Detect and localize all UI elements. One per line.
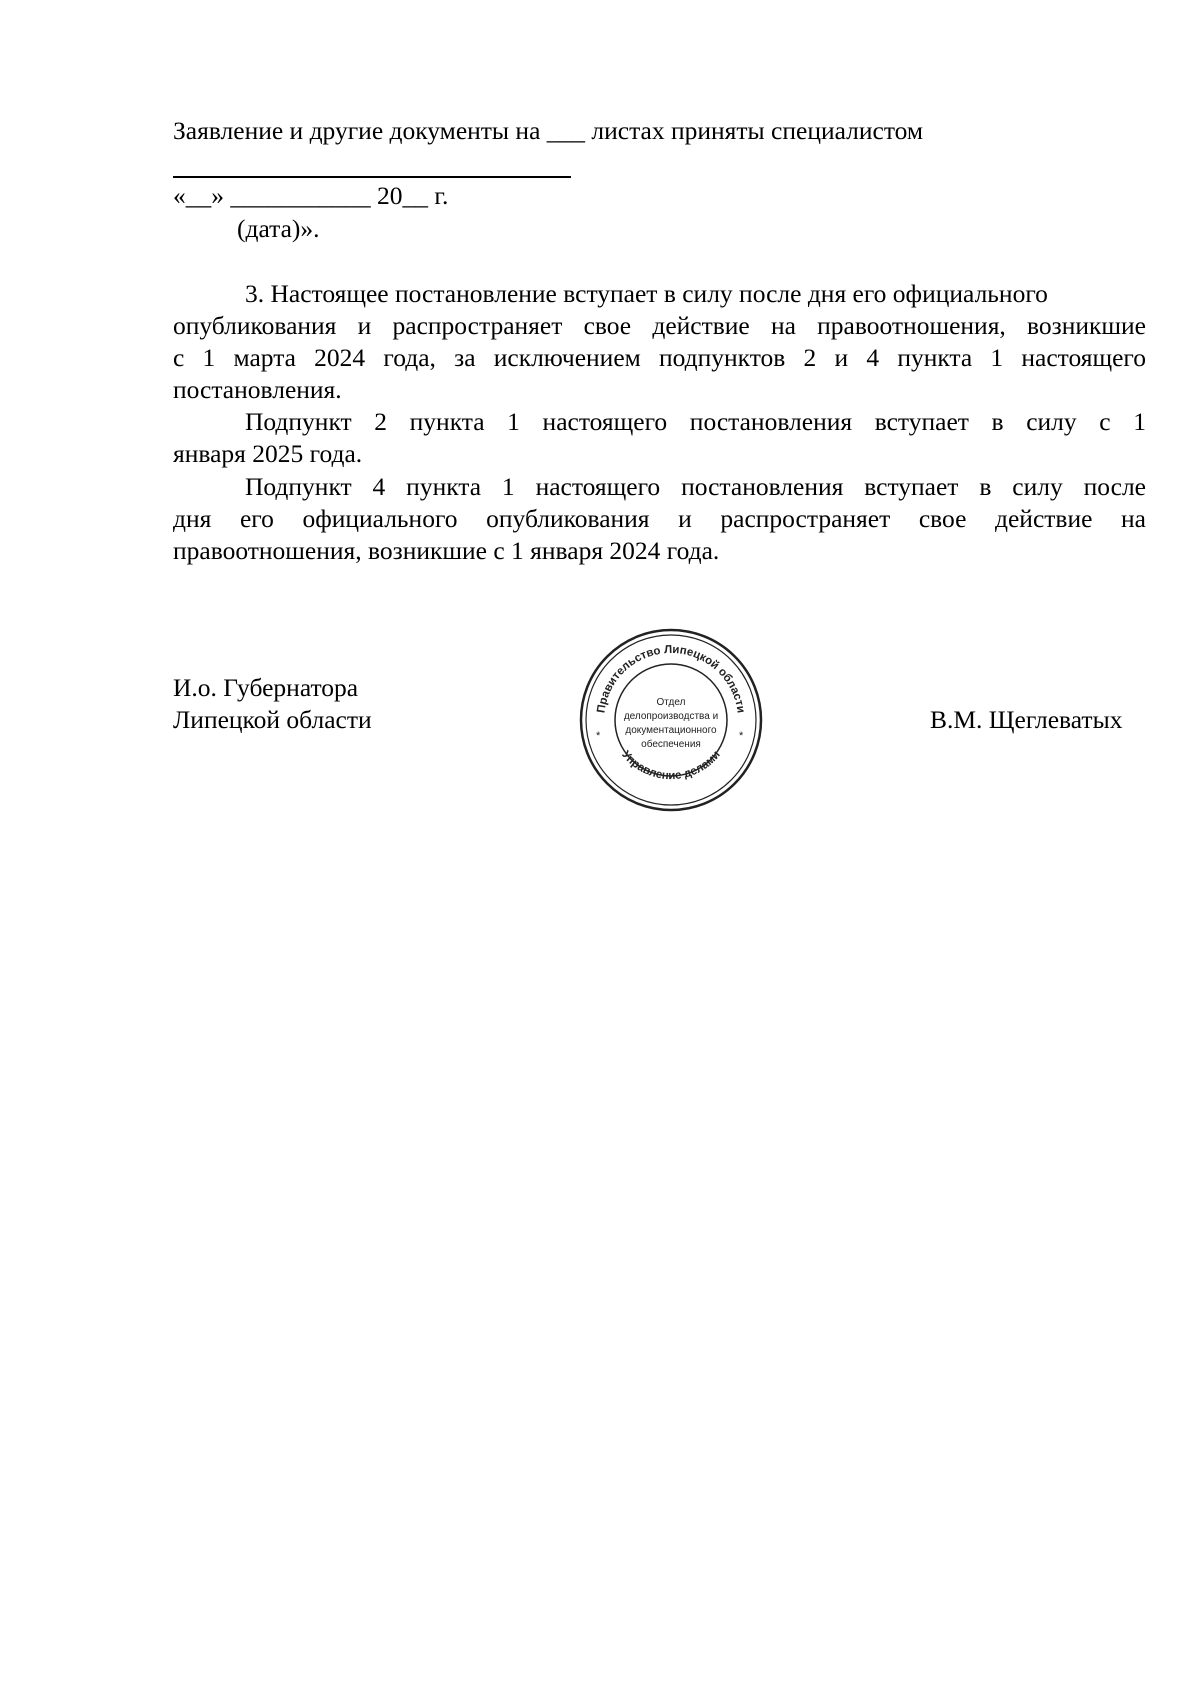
intro-line: Заявление и другие документы на ___ листах приняты специалистом [173,116,924,145]
stamp-star-right: * [739,730,744,742]
signatory-position-line-2: Липецкой области [173,705,372,734]
paragraph-3-line-4: постановления. [173,375,342,404]
paragraph-3-line-2: опубликования и распространяет свое действие на правоотношения, возникшие [173,311,1146,340]
paragraph-sub4-line-3: правоотношения, возникшие с 1 января 2024 года. [173,536,720,565]
stamp-center-line-4: обеспечения [641,739,701,750]
stamp-center-line-3: документационного [625,725,717,736]
signatory-position-line-1: И.о. Губернатора [173,673,359,702]
signatory-name: В.М. Щеглеватых [930,705,1123,734]
date-line: «__» ___________ 20__ г. [173,181,449,210]
paragraph-sub4-line-2: дня его официального опубликования и распространяет свое действие на [173,504,1146,533]
official-stamp [578,627,764,813]
stamp-center-line-2: делопроизводства и [623,711,719,722]
stamp-outer-bottom-text: Управление делами [619,748,723,783]
stamp-outer-top-text: Правительство Липецкой области [595,643,747,714]
paragraph-sub4-line-1: Подпункт 4 пункта 1 настоящего постановления вступает в силу после [245,472,1146,501]
paragraph-sub2-line-2: января 2025 года. [173,439,363,468]
stamp-center-line-1: Отдел [656,697,686,708]
specialist-signature-rule [173,176,571,178]
paragraph-3-line-1: 3. Настоящее постановление вступает в силу после дня его официального [245,279,1048,308]
paragraph-sub2-line-1: Подпункт 2 пункта 1 настоящего постановления вступает в силу с 1 [245,407,1146,436]
paragraph-3-line-3: с 1 марта 2024 года, за исключением подпунктов 2 и 4 пункта 1 настоящего [173,343,1146,372]
stamp-star-left: * [596,730,601,742]
date-caption: (дата)». [237,214,320,243]
